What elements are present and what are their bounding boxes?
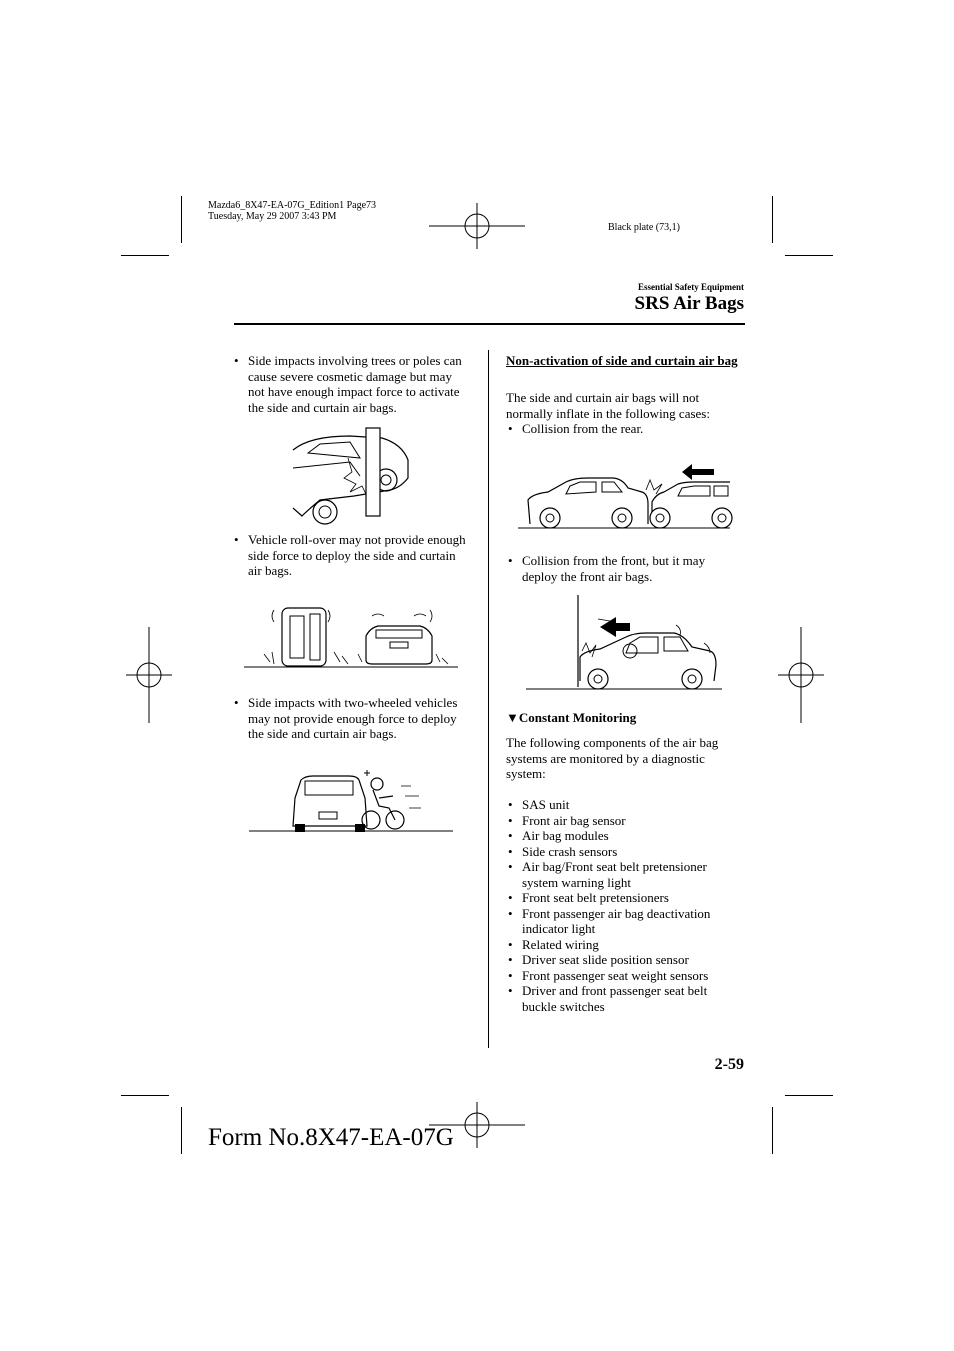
print-info bbox=[208, 200, 376, 222]
left-bullet-2 bbox=[232, 532, 468, 579]
section-label: Essential Safety Equipment bbox=[637, 282, 744, 292]
list-item: • Driver seat slide position sensor bbox=[506, 952, 738, 968]
left-bullet-1 bbox=[232, 353, 468, 415]
list-item: • Collision from the rear. bbox=[506, 421, 738, 437]
registration-mark-right bbox=[778, 627, 824, 723]
list-item: • Front seat belt pretensioners bbox=[506, 890, 738, 906]
front-collision-illustration bbox=[526, 595, 722, 691]
page-number: 2-59 bbox=[714, 1056, 744, 1073]
print-info-line2: Tuesday, May 29 2007 3:43 PM bbox=[208, 211, 337, 222]
list-item: • Side impacts with two-wheeled vehicles may not provide enough force to deploy the side and curtain air bags. bbox=[232, 695, 468, 742]
list-item: • SAS unit bbox=[506, 797, 738, 813]
list-item: • Vehicle roll-over may not provide enough side force to deploy the side and curtain air bags. bbox=[232, 532, 468, 579]
list-item: • Air bag modules bbox=[506, 828, 738, 844]
list-item: • Front passenger air bag deactivation indicator light bbox=[506, 906, 738, 937]
plate-label: Black plate (73,1) bbox=[608, 222, 680, 233]
list-item: • Air bag/Front seat belt pretensioner system warning light bbox=[506, 859, 738, 890]
case-rear-list bbox=[506, 421, 738, 437]
list-item: • Collision from the front, but it may deploy the front air bags. bbox=[506, 553, 738, 584]
list-item: • Driver and front passenger seat belt buckle switches bbox=[506, 983, 738, 1014]
left-bullet-3 bbox=[232, 695, 468, 742]
column-divider bbox=[488, 350, 489, 1048]
rear-collision-illustration bbox=[518, 458, 730, 530]
monitoring-heading: Constant Monitoring bbox=[518, 710, 637, 725]
nonactivation-heading: Non-activation of side and curtain air bag bbox=[506, 353, 738, 368]
monitored-components-list bbox=[506, 797, 738, 1014]
print-info-line1: Mazda6_8X47-EA-07G_Edition1 Page73 bbox=[208, 200, 377, 211]
two-wheeler-illustration bbox=[249, 768, 453, 834]
registration-mark-left bbox=[126, 627, 172, 723]
case-front-list bbox=[506, 553, 738, 584]
nonactivation-intro: The side and curtain air bags will not normally inflate in the following cases: bbox=[506, 390, 710, 421]
list-item: • Front passenger seat weight sensors bbox=[506, 968, 738, 984]
page-title: SRS Air Bags bbox=[634, 293, 744, 314]
list-item: • Side crash sensors bbox=[506, 844, 738, 860]
list-item: • Related wiring bbox=[506, 937, 738, 953]
rollover-illustration bbox=[244, 602, 458, 670]
list-item: • Side impacts involving trees or poles can cause severe cosmetic damage but may not have enough impact force to activate the side and curtain air bags. bbox=[232, 353, 468, 415]
registration-mark-top bbox=[429, 203, 525, 249]
monitoring-heading-row bbox=[506, 710, 738, 726]
pole-impact-illustration bbox=[290, 428, 415, 524]
header-rule bbox=[234, 323, 745, 325]
monitoring-intro: The following components of the air bag systems are monitored by a diagnostic system: bbox=[506, 735, 719, 781]
list-item: • Front air bag sensor bbox=[506, 813, 738, 829]
form-number: Form No.8X47-EA-07G bbox=[208, 1124, 454, 1151]
triangle-marker-icon: ▼ bbox=[506, 710, 519, 725]
